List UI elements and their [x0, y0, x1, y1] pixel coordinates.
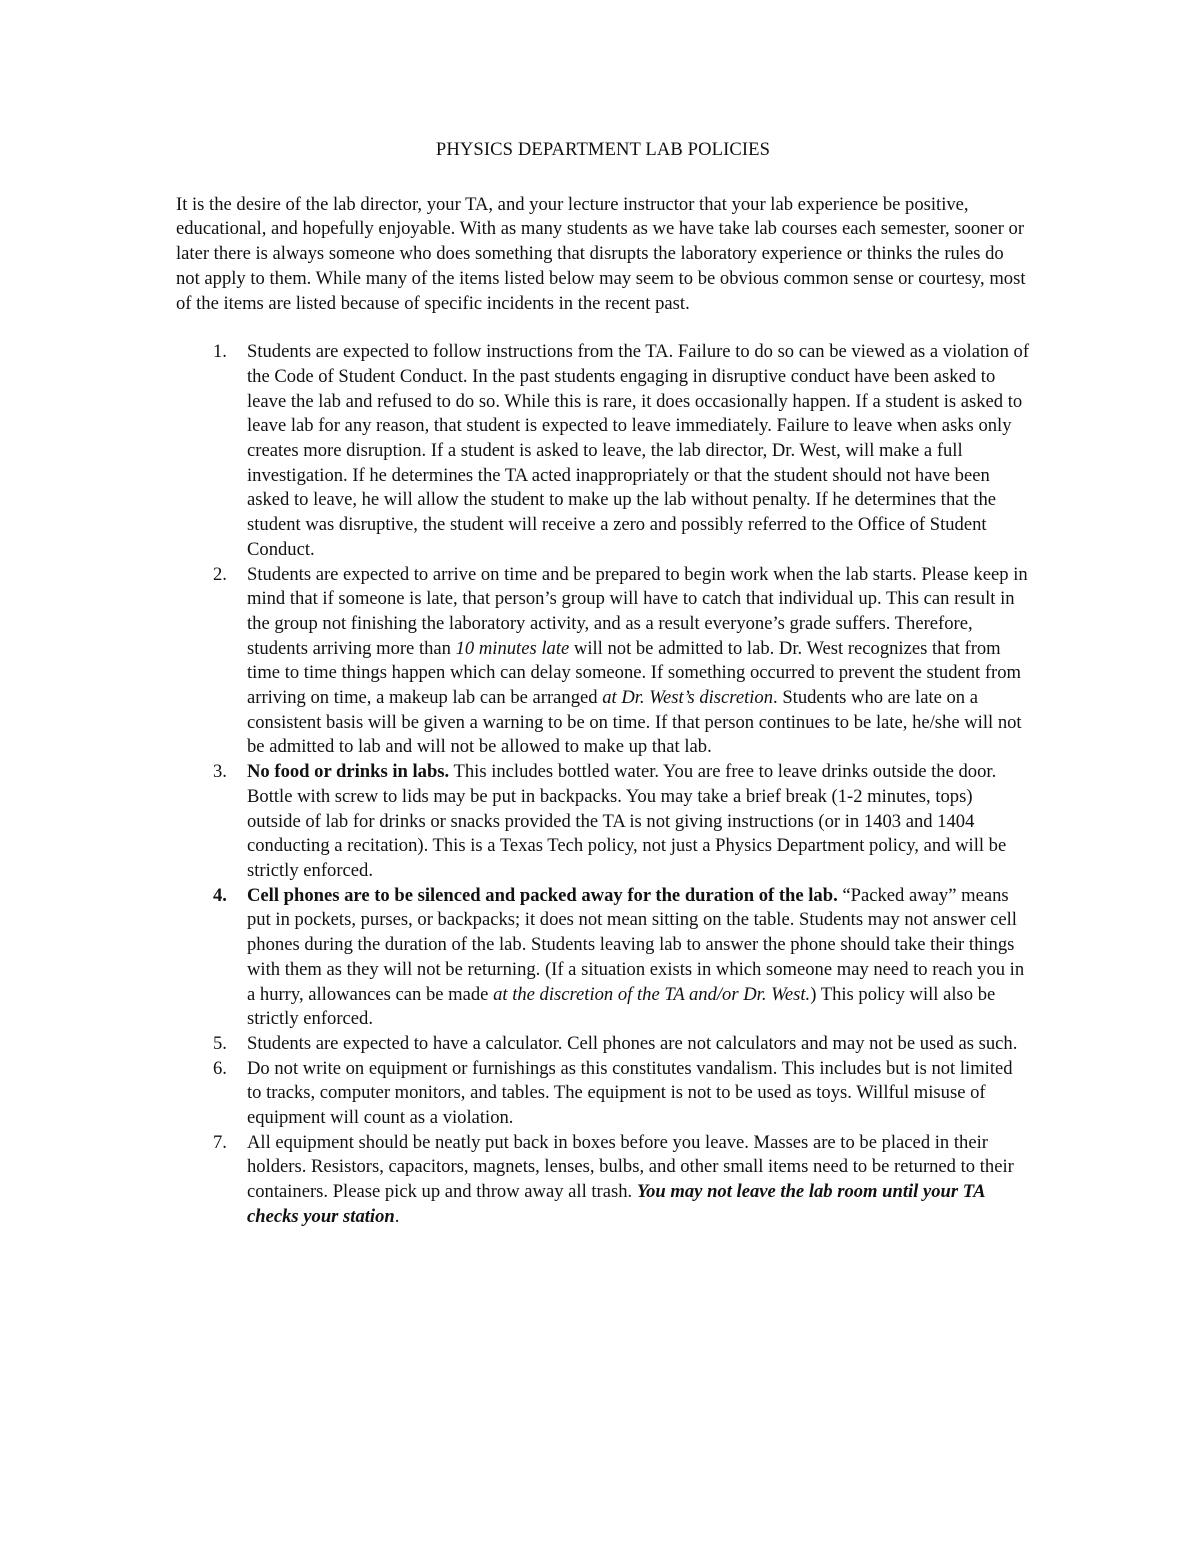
policy-text: Students are expected to have a calculator. Cell phones are not calculators and may not be used as such.: [247, 1032, 1018, 1054]
policy-heading: Cell phones are to be silenced and packed away for the duration of the lab.: [247, 884, 838, 906]
policy-number: 3.: [213, 761, 227, 783]
document-title: PHYSICS DEPARTMENT LAB POLICIES: [435, 139, 771, 160]
policy-emphasis: You may not leave the lab room until your TA checks your station: [247, 1181, 985, 1227]
policy-number: 7.: [213, 1131, 227, 1153]
policy-item-4: [176, 884, 1030, 1032]
policy-text: “Packed away” means put in pockets, purses, or backpacks; it does not mean sitting on the table. Students may not answer cell phones during the duration of the lab. Students leaving lab to answer the phone should take their things with them as they will not be returning. (If a situation exists in which someone may need to reach you in a hurry, allowances can be made: [247, 884, 1025, 1005]
policy-text: Students are expected to follow instructions from the TA. Failure to do so can be viewed as a violation of the Code of Student Conduct. In the past students engaging in disruptive conduct have been asked to leave the lab and refused to do so. While this is rare, it does occasionally happen. If a student is asked to leave lab for any reason, that student is expected to leave immediately. Failure to leave when asks only creates more disruption. If a student is asked to leave, the lab director, Dr. West, will make a full investigation. If he determines the TA acted inappropriately or that the student should not have been asked to leave, he will allow the student to make up the lab without penalty. If he determines that the student was disruptive, the student will receive a zero and possibly referred to the Office of Student Conduct.: [247, 341, 1030, 560]
policy-number: 5.: [213, 1032, 227, 1054]
document-page: [176, 138, 1030, 1230]
policy-emphasis: at Dr. West’s discretion: [602, 687, 774, 709]
policy-item-1: [176, 340, 1030, 562]
policy-text: will not be admitted to lab. Dr. West recognizes that from time to time things happen which can delay someone. If something occurred to prevent the student from arriving on time, a makeup lab can be arranged: [247, 637, 1022, 709]
policy-text-end: .: [394, 1205, 400, 1227]
policy-number: 4.: [213, 884, 227, 906]
policy-item-5: [176, 1032, 1030, 1057]
policy-text: This includes bottled water. You are free to leave drinks outside the door. Bottle with screw to lids may be put in backpacks. You may take a brief break (1-2 minutes, tops) outside of lab for drinks or snacks provided the TA is not giving instructions (or in 1403 and 1404 conducting a recitation). This is a Texas Tech policy, not just a Physics Department policy, and will be strictly enforced.: [247, 761, 1007, 881]
policy-emphasis: 10 minutes late: [455, 637, 570, 659]
intro-paragraph: It is the desire of the lab director, your TA, and your lecture instructor that your lab experience be positive, educational, and hopefully enjoyable. With as many students as we have take lab courses each semester, sooner or later there is always someone who does something that disrupts the laboratory experience or thinks the rules do not apply to them. While many of the items listed below may seem to be obvious common sense or courtesy, most of the items are listed because of specific incidents in the recent past.: [176, 193, 1026, 314]
policy-number: 6.: [213, 1057, 227, 1079]
policy-item-2: [176, 563, 1030, 761]
policy-list: [176, 340, 1030, 1229]
policy-number: 2.: [213, 563, 227, 585]
policy-item-6: [176, 1057, 1030, 1131]
policy-text: All equipment should be neatly put back in boxes before you leave. Masses are to be placed in their holders. Resistors, capacitors, magnets, lenses, bulbs, and other small items need to be returned to their containers. Please pick up and throw away all trash.: [247, 1131, 1014, 1203]
policy-text: Do not write on equipment or furnishings as this constitutes vandalism. This includes but is not limited to tracks, computer monitors, and tables. The equipment is not to be used as toys. Willful misuse of equipment will count as a violation.: [247, 1057, 1013, 1129]
policy-text: . Students who are late on a consistent basis will be given a warning to be on time. If that person continues to be late, he/she will not be admitted to lab and will not be allowed to make up that lab.: [247, 687, 1022, 758]
policy-emphasis: at the discretion of the TA and/or Dr. West.: [493, 983, 811, 1005]
policy-number: 1.: [213, 341, 227, 363]
policy-text: ) This policy will also be strictly enforced.: [247, 983, 996, 1030]
policy-heading: No food or drinks in labs.: [247, 761, 450, 783]
policy-item-7: [176, 1131, 1030, 1230]
policy-text: Students are expected to arrive on time and be prepared to begin work when the lab starts. Please keep in mind that if someone is late, that person’s group will have to catch that individual up. This can result in the group not finishing the laboratory activity, and as a result everyone’s grade suffers. Therefore, students arriving more than: [247, 563, 1028, 659]
policy-item-3: [176, 760, 1030, 884]
